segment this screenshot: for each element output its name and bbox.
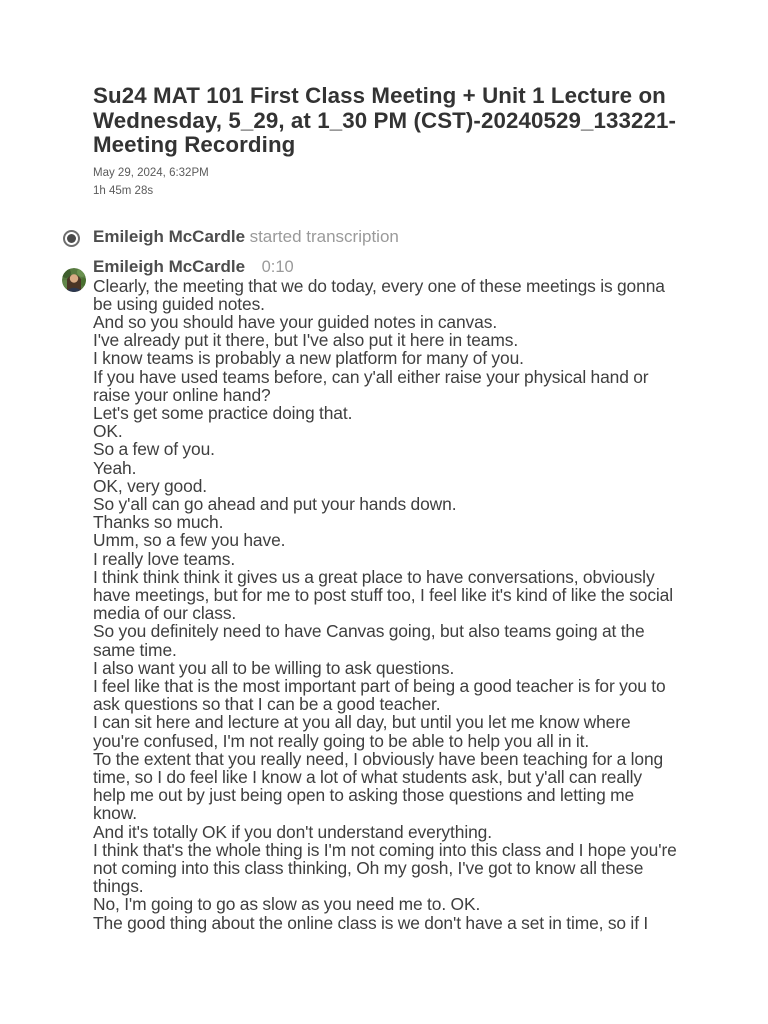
transcript-line: Umm, so a few you have. — [93, 530, 286, 551]
transcript-line: I think think think it gives us a great place to have conversations, obviously have meetings, but for me to post stuff too, I feel like it's kind of like the social media of our class. — [93, 566, 674, 624]
transcript-line: To the extent that you really need, I obviously have been teaching for a long time, so I do feel like I know a lot of what students ask, but y'all can really help me out by just being open to asking those questions and letting me know. — [93, 748, 664, 824]
transcript-line: So you definitely need to have Canvas going, but also teams going at the same time. — [93, 621, 645, 660]
page-title: Su24 MAT 101 First Class Meeting + Unit 1 Lecture on Wednesday, 5_29, at 1_30 PM (CST)-20240529_133221-Meeting Recording — [93, 83, 676, 157]
meeting-date: May 29, 2024, 6:32PM — [93, 166, 209, 179]
record-icon — [63, 230, 80, 247]
transcript-line: Yeah. — [93, 457, 137, 478]
transcript-line: Let's get some practice doing that. — [93, 402, 353, 423]
transcript-lines — [93, 277, 677, 932]
avatar-image — [62, 268, 86, 292]
transcript-line: I really love teams. — [93, 548, 236, 569]
transcript-line: Clearly, the meeting that we do today, every one of these meetings is gonna be using guided notes. — [93, 275, 665, 314]
transcript-line: So y'all can go ahead and put your hands down. — [93, 493, 457, 514]
entry-icon-gutter — [62, 257, 93, 292]
transcript-line: I can sit here and lecture at you all day, but until you let me know where you're confused, I'm not really going to be able to help you all in it. — [93, 712, 631, 751]
transcript-line: And so you should have your guided notes in canvas. — [93, 311, 498, 332]
record-icon-dot — [67, 234, 76, 243]
transcript-line: OK. — [93, 421, 123, 442]
transcript-line: I feel like that is the most important part of being a good teacher is for you to ask questions so that I can be a good teacher. — [93, 675, 666, 715]
timestamp: 0:10 — [261, 257, 294, 276]
transcript-line: If you have used teams before, can y'all either raise your physical hand or raise your online hand? — [93, 366, 649, 405]
event-speaker-name: Emileigh McCardle — [93, 226, 246, 246]
transcript-line: And it's totally OK if you don't understand everything. — [93, 821, 492, 842]
transcript-line: Thanks so much. — [93, 512, 224, 533]
transcript-line: No, I'm going to go as slow as you need me to. OK. — [93, 894, 481, 915]
transcript-entry — [62, 257, 677, 932]
speaker-name: Emileigh McCardle — [93, 256, 246, 276]
transcript-line: The good thing about the online class is we don't have a set in time, so if I — [93, 912, 649, 933]
avatar — [62, 268, 86, 292]
transcript-line: I know teams is probably a new platform for many of you. — [93, 348, 524, 369]
event-icon-gutter — [62, 226, 93, 247]
entry-header — [93, 257, 677, 277]
event-action-text: started transcription — [249, 226, 399, 246]
transcription-started-event — [62, 226, 677, 248]
meeting-duration: 1h 45m 28s — [93, 184, 154, 197]
transcript-line: So a few of you. — [93, 439, 215, 460]
transcript-line: I've already put it there, but I've also put it here in teams. — [93, 330, 519, 351]
transcript-line: I think that's the whole thing is I'm not coming into this class and I hope you're not coming into this class thinking, Oh my gosh, I've got to know all these things. — [93, 839, 677, 897]
transcript-line: I also want you all to be willing to ask questions. — [93, 657, 455, 678]
transcript-line: OK, very good. — [93, 475, 207, 496]
